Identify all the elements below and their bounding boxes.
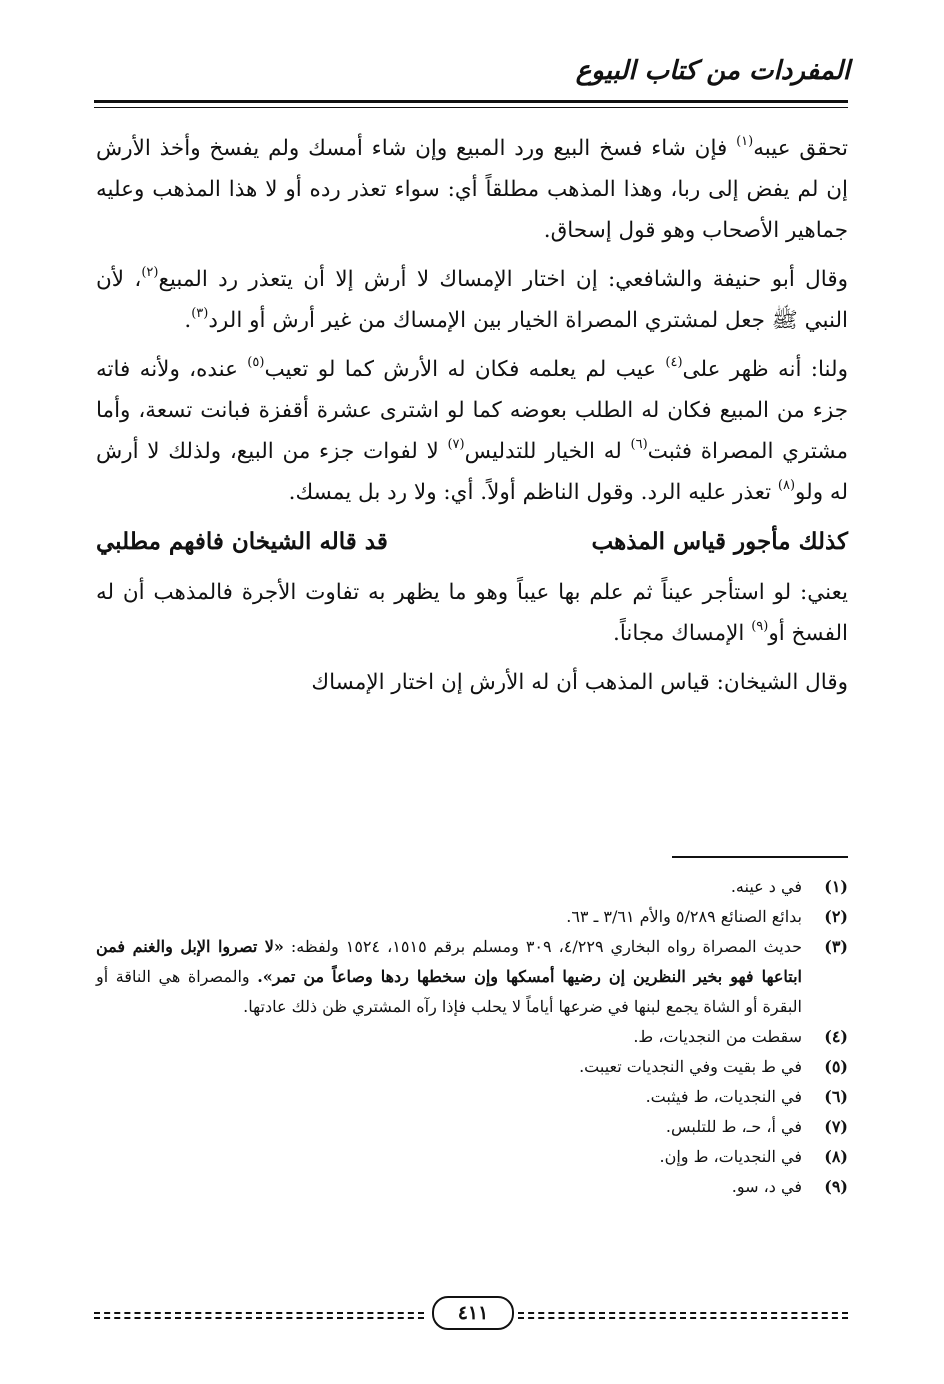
text-run: تحقق عيبه bbox=[753, 136, 848, 161]
footnote-item bbox=[96, 1142, 848, 1172]
footnote-separator bbox=[672, 856, 848, 858]
paragraph-3 bbox=[96, 349, 848, 513]
footnote-text: في د، سو. bbox=[731, 1177, 802, 1196]
running-head-title: المفردات من كتاب البيوع bbox=[575, 56, 850, 86]
text-run: عنده، ولأنه فاته جزء من المبيع فكان له الطلب بعوضه كما لو اشترى عشرة أقفزة فبانت تسعة، وأما مشتري المصراة فثبت bbox=[96, 357, 849, 464]
footnote-item bbox=[96, 1052, 848, 1082]
text-run: له الخيار للتدليس bbox=[464, 439, 631, 464]
paragraph-4 bbox=[96, 572, 848, 654]
footnote-item bbox=[96, 1022, 848, 1052]
footnote-ref-8[interactable]: (٨) bbox=[777, 478, 796, 493]
text-run: وقال أبو حنيفة والشافعي: إن اختار الإمساك لا أرش إلا أن يتعذر رد المبيع bbox=[158, 267, 848, 292]
header-rule bbox=[94, 100, 848, 108]
poem-verse bbox=[96, 521, 848, 562]
footer-dash-rule-right bbox=[518, 1312, 848, 1319]
footnote-ref-3[interactable]: (٣) bbox=[191, 306, 209, 321]
footnote-number: (٦) bbox=[824, 1087, 848, 1106]
footnote-ref-1[interactable]: (١) bbox=[736, 134, 754, 149]
page-number: ٤١١ bbox=[432, 1296, 514, 1330]
footnote-text: بدائع الصنائع ٥/٢٨٩ والأم ٣/٦١ ـ ٦٣. bbox=[566, 907, 802, 926]
footnote-item bbox=[96, 1112, 848, 1142]
footnote-ref-9[interactable]: (٩) bbox=[751, 619, 769, 634]
footnote-text: في النجديات، ط فيثبت. bbox=[645, 1087, 802, 1106]
paragraph-5 bbox=[96, 662, 848, 703]
footnote-ref-6[interactable]: (٦) bbox=[630, 437, 648, 452]
footnote-number: (١) bbox=[824, 877, 848, 896]
footnote-ref-5[interactable]: (٥) bbox=[247, 355, 265, 370]
footnote-ref-2[interactable]: (٢) bbox=[141, 265, 159, 280]
footnote-number: (٥) bbox=[824, 1057, 848, 1076]
paragraph-2 bbox=[96, 259, 848, 341]
text-run: وقال الشيخان: قياس المذهب أن له الأرش إن اختار الإمساك bbox=[311, 670, 848, 695]
footer-dash-rule-left bbox=[94, 1312, 424, 1319]
footnote-item bbox=[96, 1082, 848, 1112]
footnote-number: (٧) bbox=[824, 1117, 848, 1136]
main-text bbox=[96, 128, 848, 711]
text-run: ولنا: أنه ظهر على bbox=[682, 357, 848, 382]
footnote-item bbox=[96, 1172, 848, 1202]
footnote-ref-7[interactable]: (٧) bbox=[447, 437, 465, 452]
page-footer bbox=[94, 1296, 848, 1330]
footnote-number: (٤) bbox=[824, 1027, 848, 1046]
footnote-item bbox=[96, 872, 848, 902]
hadith-quote: «لا تصروا الإبل والغنم فمن ابتاعها فهو بخير النظرين إن رضيها أمسكها وإن سخطها ردها وصاعاً من تمر». bbox=[96, 937, 802, 986]
footnote-text: في النجديات، ط وإن. bbox=[659, 1147, 802, 1166]
text-run: فإن شاء فسخ البيع ورد المبيع وإن شاء أمسك ولم يفسخ وأخذ الأرش إن لم يفض إلى ربا، وهذا المذهب مطلقاً أي: سواء تعذر رده أو لا هذا المذهب وعليه جماهير الأصحاب وهو قول إسحاق. bbox=[96, 136, 848, 243]
text-run: عيب لم يعلمه فكان له الأرش كما لو تعيب bbox=[264, 357, 666, 382]
verse-first-hemistich: كذلك مأجور قياس المذهب bbox=[591, 528, 848, 555]
text-run: والمصراة هي الناقة أو البقرة أو الشاة يجمع لبنها في ضرعها أياماً لا يحلب فإذا رآه المشتري ظن ذلك عادتها. bbox=[96, 967, 802, 1016]
footnote-item bbox=[96, 902, 848, 932]
text-run: حديث المصراة رواه البخاري ٤/٢٢٩، ٣٠٩ ومسلم برقم ١٥١٥، ١٥٢٤ ولفظه: bbox=[283, 937, 803, 956]
footnote-text: في د عينه. bbox=[730, 877, 802, 896]
text-run: تعذر عليه الرد. وقول الناظم أولاً. أي: ولا رد بل يمسك. bbox=[288, 480, 778, 505]
footnote-text bbox=[96, 932, 802, 1022]
footnote-text: سقطت من النجديات، ط. bbox=[633, 1027, 802, 1046]
footnote-text: في أ، حـ، ط للتلبس. bbox=[665, 1117, 802, 1136]
text-run: لا لفوات جزء من البيع، ولذلك لا أرش له ولو bbox=[96, 439, 848, 505]
footnote-ref-4[interactable]: (٤) bbox=[665, 355, 683, 370]
text-run: . bbox=[184, 308, 192, 333]
footnote-text: في ط بقيت وفي النجديات تعيبت. bbox=[579, 1057, 802, 1076]
footnote-item bbox=[96, 932, 848, 1022]
paragraph-1 bbox=[96, 128, 848, 251]
text-run: ، لأن النبي ﷺ جعل لمشتري المصراة الخيار بين الإمساك من غير أرش أو الرد bbox=[96, 267, 848, 333]
footnote-number: (٣) bbox=[824, 937, 848, 956]
text-run: الإمساك مجاناً. bbox=[613, 621, 752, 646]
text-run: يعني: لو استأجر عيناً ثم علم بها عيباً وهو ما يظهر به تفاوت الأجرة فالمذهب أن له الفسخ أو bbox=[96, 580, 848, 646]
footnote-number: (٨) bbox=[824, 1147, 848, 1166]
verse-second-hemistich: قد قاله الشيخان فافهم مطلبي bbox=[96, 528, 388, 555]
footnote-number: (٩) bbox=[824, 1177, 848, 1196]
footnotes bbox=[96, 872, 848, 1202]
footnote-number: (٢) bbox=[824, 907, 848, 926]
